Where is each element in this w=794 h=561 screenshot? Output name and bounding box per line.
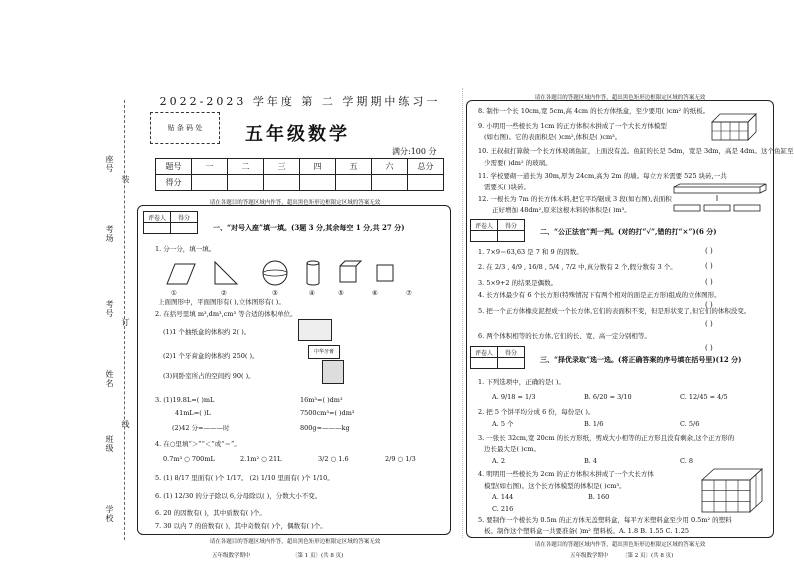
bedroom-image	[322, 360, 344, 384]
score-row-header	[156, 159, 444, 175]
grader-cell[interactable]	[144, 223, 171, 234]
bind-mark-3: 线	[121, 420, 130, 429]
q3-row-2b: 7500cm³=( )dm³	[300, 409, 355, 417]
choice-3-b: B. 4	[584, 457, 598, 465]
judge-answer-5[interactable]: ( )	[705, 320, 713, 328]
choice-4b: 模型(如右图)。这个长方体模型的体积是( )cm³。	[484, 482, 626, 490]
left-answer-frame	[137, 205, 451, 535]
choice-2-c: C. 5/6	[680, 420, 700, 428]
grader-score-label: 得分	[498, 347, 525, 358]
q9-block-model	[710, 110, 758, 142]
triangle-shape	[215, 262, 237, 284]
parallelogram-shape	[167, 264, 195, 284]
tissue-box-image	[298, 319, 332, 341]
rq12a: 12. 一根长为 7m 的长方体木料,把它平均锯成 3 段(如右图),表面积	[478, 195, 672, 203]
choice-3b: 边长最大是( )cm。	[484, 445, 540, 453]
left-notice-bottom: 请在各题目的答题区域内作答，超出黑色矩形边框限定区域的答案无效	[209, 539, 381, 545]
left-notice-top: 请在各题目的答题区域内作答，超出黑色矩形边框限定区域的答案无效	[209, 200, 381, 206]
grader-cell[interactable]	[171, 223, 198, 234]
choice-4-a: A. 144	[492, 493, 514, 501]
q4-prompt: 4. 在○里填“＞”“＜”或“＝”。	[155, 440, 241, 448]
side-label-name: 姓名	[105, 370, 114, 388]
score-cell[interactable]	[336, 175, 372, 191]
toothpaste-label: 中华牙膏	[313, 349, 334, 355]
choice-5b: 板。制作这个塑料盒一共要准备( )m² 塑料板。A. 1.8 B. 1.55 C. 1.25	[484, 527, 689, 535]
choice-1-c: C. 12/45 = 4/5	[680, 393, 728, 401]
q12-wood-image	[672, 183, 772, 215]
shape-label-2: ②	[221, 289, 227, 297]
binding-line	[124, 100, 125, 540]
judge-answer-4[interactable]: ( )	[705, 301, 713, 309]
q4-item-3: 3/2 ○ 1.6	[318, 455, 349, 463]
judge-answer-2[interactable]: ( )	[705, 262, 713, 270]
grader-cell[interactable]	[498, 358, 525, 369]
bind-mark-1: 装	[121, 175, 130, 184]
choice-4a: 4. 明明用一些棱长为 2cm 的正方体积木拼成了一个大长方体	[478, 470, 654, 478]
score-cell[interactable]	[300, 175, 336, 191]
q8-line: 7. 30 以内 7 的倍数有( )，其中奇数有( )个，偶数有( )个。	[155, 522, 327, 530]
square-shape	[377, 265, 393, 281]
right-grader-table-1	[470, 219, 525, 242]
rq11b: 需要买( )块砖。	[484, 183, 531, 191]
judge-4: 4. 长方体最少有 6 个长方形(特殊情况下有两个相对的面是正方形)组成的立体图形。	[478, 291, 721, 299]
q3-row-3a: (2)42 分=———时	[172, 424, 230, 432]
shape-label-4: ④	[309, 289, 315, 297]
score-row-values	[156, 175, 444, 191]
q2-item-1: (1)1 个抽纸盒的体积约 2( )。	[163, 328, 251, 336]
score-h-0: 题号	[156, 159, 192, 175]
choice-2-b: B. 1/6	[584, 420, 604, 428]
left-grader-table	[143, 211, 198, 234]
score-h-3: 三	[264, 159, 300, 175]
q7-line: 6. 20 的因数有( )，其中质数有( )个。	[155, 509, 266, 517]
rq11a: 11. 学校要砌一道长为 30m,厚为 24cm,高为 2m 的墙。每立方米需要 525 块砖,一共	[478, 172, 727, 180]
q6-line: 6. (1) 12/30 的分子除以 6,分母除以( )，分数大小不变。	[155, 492, 322, 500]
q3-row-2a: 41mL=( )L	[175, 409, 211, 417]
score-h-2: 二	[228, 159, 264, 175]
q5-line: 5. (1) 8/17 里面有( )个 1/17。 (2) 1/10 里面有( )个 1/10。	[155, 474, 334, 482]
grader-score-label: 得分	[498, 220, 525, 231]
judge-3: 3. 5×9+2 的结果是偶数。	[478, 279, 558, 287]
choice-4-b: B. 160	[588, 493, 610, 501]
choice-2-a: A. 5 个	[492, 420, 514, 428]
score-h-7: 总分	[408, 159, 444, 175]
q4-item-4: 2/9 ○ 1/3	[385, 455, 416, 463]
q2-item-2: (2)1 个牙膏盒的体积约 250( )。	[163, 352, 259, 360]
bind-mark-2: 订	[121, 318, 130, 327]
sticker-text: 贴 条 码 处	[167, 124, 203, 132]
q1-prompt: 1. 分一分，填一填。	[155, 245, 216, 253]
q3-row-1a: 3. (1)19.8L=( )mL	[155, 396, 215, 404]
choice-1-b: B. 6/20 = 3/10	[584, 393, 632, 401]
shape-label-5: ⑤	[338, 289, 344, 297]
cube-top	[340, 261, 361, 266]
judge-2: 2. 在 2/3 , 4/9 , 16/8 , 5/4 , 7/2 中,真分数有 2 个,假分数有 3 个。	[478, 263, 677, 271]
right-footer-subject: 五年级数学期中	[570, 553, 609, 559]
choice-1-a: A. 9/18 = 1/3	[492, 393, 536, 401]
grader-score-label: 得分	[171, 212, 198, 223]
choice-2: 2. 把 5 个饼平均分成 6 份，每份是( )。	[478, 408, 595, 416]
section-2-title: 二、“公正法官”判一判。(对的打“√”,错的打“×”)(6 分)	[540, 227, 717, 236]
rq9a: 9. 小明用一些棱长为 1cm 的正方体积木拼成了一个大长方体模型	[478, 122, 667, 130]
score-cell[interactable]	[264, 175, 300, 191]
grader-label: 评卷人	[144, 212, 171, 223]
score-cell[interactable]	[228, 175, 264, 191]
q3-row-1b: 16m³=( )dm³	[300, 396, 343, 404]
rq10a: 10. 王叔叔打算做一个长方体玻璃鱼缸，上面没有盖。鱼缸的长是 5dm，宽是 3dm，高是 4dm。这个鱼缸至	[478, 147, 794, 155]
section-3-title: 三、“择优录取”选一选。(将正确答案的序号填在括号里)(12 分)	[540, 355, 742, 364]
q2-item-3: (3)同卧室所占的空间约 90( )。	[163, 372, 255, 380]
q1-answer-line: 上面图形中，平面图形有( ),立体图形有( )。	[158, 298, 285, 306]
score-h-5: 五	[336, 159, 372, 175]
score-label: 得分	[156, 175, 192, 191]
q4-cube-model	[700, 466, 764, 514]
page-title: 五年级数学	[245, 124, 350, 145]
toothpaste-box-image	[308, 345, 340, 359]
score-h-4: 四	[300, 159, 336, 175]
choice-3-a: A. 2	[492, 457, 505, 465]
shape-label-7: ⑦	[406, 289, 412, 297]
right-footer-page: 〔第 2 页〕(共 8 页)	[622, 553, 674, 559]
shape-label-3: ③	[272, 289, 278, 297]
q4-item-2: 2.1m² ○ 21L	[240, 455, 282, 463]
score-cell[interactable]	[372, 175, 408, 191]
shapes-row	[165, 256, 425, 288]
q3-row-3b: 800g=———kg	[300, 424, 350, 432]
score-h-6: 六	[372, 159, 408, 175]
left-footer-page: 〔第 1 页〕(共 8 页)	[292, 553, 344, 559]
side-label-school: 学校	[105, 505, 114, 523]
grader-cell[interactable]	[471, 358, 498, 369]
choice-5a: 5. 要制作一个棱长为 0.5m 的正方体无盖塑料盒，每平方米塑料盒至少用 0.5m² 的塑料	[478, 516, 732, 524]
judge-6: 6. 两个体积相等的长方体,它们的长、宽、高一定分别相等。	[478, 332, 651, 340]
cylinder-top	[307, 261, 319, 265]
judge-1: 1. 7×9＝63,63 是 7 和 9 的因数。	[478, 248, 583, 256]
left-footer-subject: 五年级数学期中	[212, 553, 251, 559]
choice-3a: 3. 一张长 32cm,宽 20cm 的长方形纸，剪成大小相等的正方形且没有剩余,这个正方形的	[478, 434, 735, 442]
side-label-number: 考号	[105, 300, 114, 318]
section-1-title: 一、“对号入座”填一填。(3题 3 分,其余每空 1 分,共 27 分)	[213, 223, 405, 232]
judge-5: 5. 把一个正方体橡皮泥捏成一个长方体,它们的表面积不变，但是形状变了,但它们的体积没变。	[478, 307, 751, 315]
score-h-1: 一	[192, 159, 228, 175]
judge-answer-1[interactable]: ( )	[705, 247, 713, 255]
rq9b: (如右图)。它的表面积是( )cm²,体积是( )cm³。	[484, 133, 622, 141]
judge-answer-6[interactable]: ( )	[705, 344, 713, 352]
score-cell[interactable]	[408, 175, 444, 191]
grader-cell[interactable]	[471, 231, 498, 242]
rq8: 8. 制作一个长 10cm,宽 5cm,高 4cm 的长方体纸盒，至少要用( )cm² 的纸板。	[478, 107, 710, 115]
shape-label-1: ①	[171, 289, 177, 297]
grader-label: 评卷人	[471, 220, 498, 231]
rq10b: 少需要( )dm² 的玻璃。	[484, 159, 552, 167]
grader-label: 评卷人	[471, 347, 498, 358]
judge-answer-3[interactable]: ( )	[705, 278, 713, 286]
exam-header: 2022-2023 学年度 第 二 学期期中练习一	[159, 95, 441, 108]
choice-3-c: C. 8	[680, 457, 694, 465]
q2-prompt: 2. 在括号里填 m³,dm³,cm³ 等合适的体积单位。	[155, 310, 297, 318]
side-label-room: 考场	[105, 225, 114, 243]
side-label-class: 班级	[105, 435, 114, 453]
choice-4-c: C. 216	[492, 505, 514, 513]
cube-shape	[340, 266, 356, 282]
score-table	[155, 158, 444, 191]
sphere-equator	[263, 270, 287, 276]
sphere-shape	[263, 261, 287, 285]
sticker-box	[150, 112, 220, 144]
rq12b: 正好增加 48dm²,原来这根木料的体积是( )m³。	[492, 206, 631, 214]
page-divider	[462, 88, 463, 538]
choice-1: 1. 下列选项中，正确的是( )。	[478, 378, 565, 386]
q4-item-1: 0.7m³ ○ 700mL	[163, 455, 215, 463]
shape-label-6: ⑥	[372, 289, 378, 297]
right-notice-top: 请在各题目的答题区域内作答，超出黑色矩形边框限定区域的答案无效	[534, 95, 706, 101]
side-label-seat: 座号	[105, 155, 114, 173]
cylinder-body	[307, 263, 319, 285]
full-score: 满分:100 分	[392, 147, 437, 156]
right-grader-table-2	[470, 346, 525, 369]
score-cell[interactable]	[192, 175, 228, 191]
grader-cell[interactable]	[498, 231, 525, 242]
right-notice-bottom: 请在各题目的答题区域内作答，超出黑色矩形边框限定区域的答案无效	[534, 542, 706, 548]
